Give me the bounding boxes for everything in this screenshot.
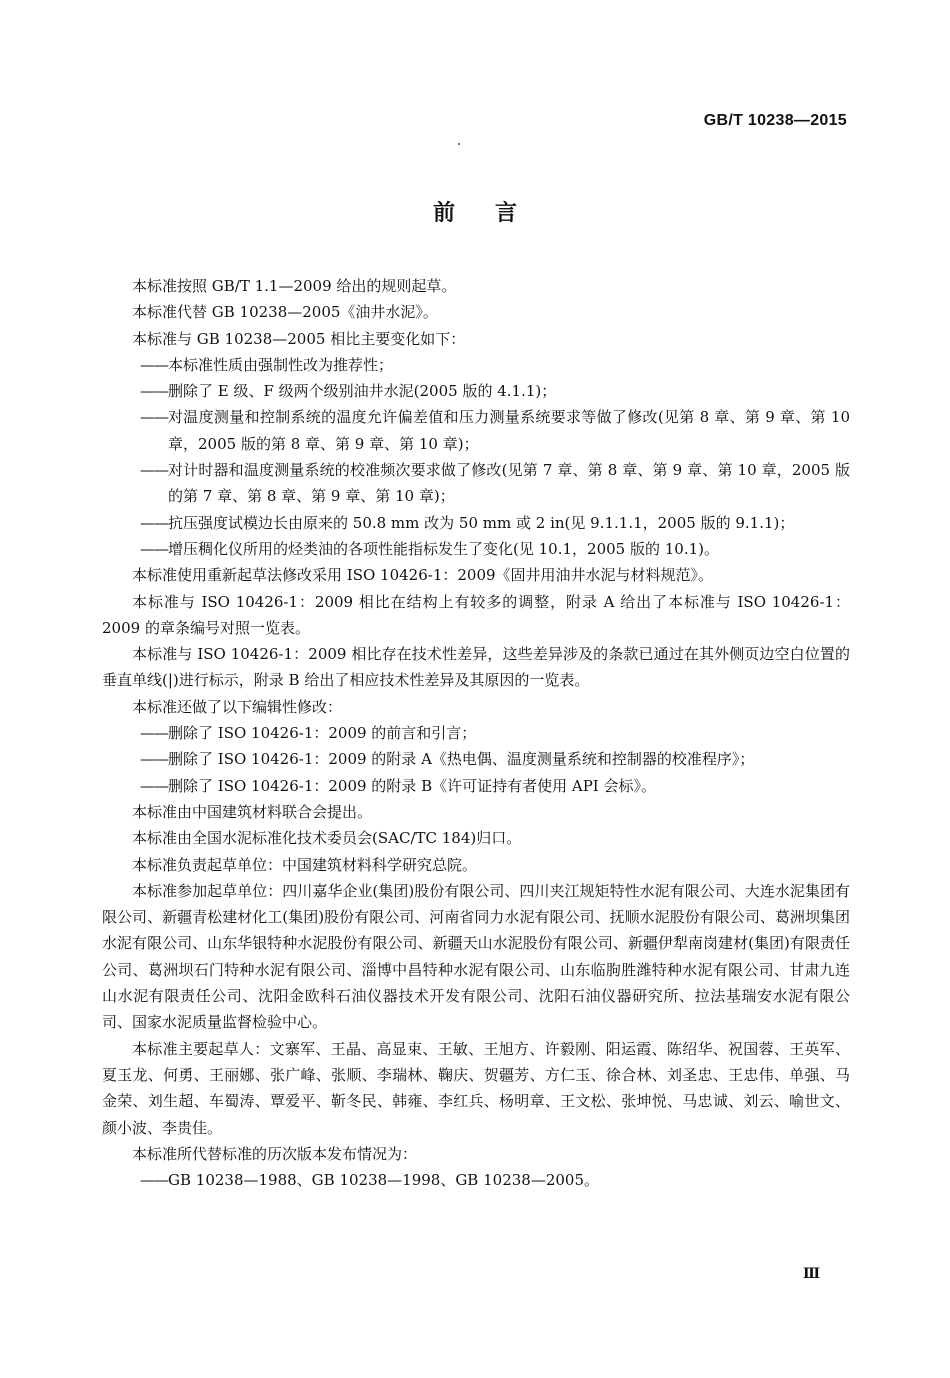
scan-speck [458, 143, 460, 145]
paragraph: 本标准由中国建筑材料联合会提出。 [132, 802, 373, 821]
dash-list-item [102, 773, 850, 799]
dash-bullet: —— [140, 461, 168, 480]
paragraph: 本标准所代替标准的历次版本发布情况为： [132, 1144, 418, 1163]
dash-list-item [102, 536, 850, 562]
dash-bullet: —— [140, 355, 168, 374]
list-item-text: 抗压强度试模边长由原来的 50.8 mm 改为 50 mm 或 2 in(见 9.1.1.1，2005 版的 9.1.1)； [168, 513, 795, 532]
list-item-text: 对计时器和温度测量系统的校准频次要求做了修改(见第 7 章、第 8 章、第 9 章、第 10 章，2005 版的第 7 章、第 8 章、第 9 章、第 10 章)； [168, 461, 850, 506]
paragraph: 本标准按照 GB/T 1.1—2009 给出的规则起草。 [132, 277, 457, 295]
dash-bullet: —— [140, 539, 168, 558]
paragraph: 本标准由全国水泥标准化技术委员会(SAC/TC 184)归口。 [132, 829, 522, 848]
dash-list-item [102, 352, 850, 378]
document-body [102, 273, 850, 1193]
dash-bullet: —— [140, 513, 168, 532]
list-item-text: GB 10238—1988、GB 10238—1998、GB 10238—2005。 [168, 1171, 599, 1190]
page-number: Ⅲ [802, 1266, 820, 1282]
paragraph: 本标准与 GB 10238—2005 相比主要变化如下： [132, 329, 466, 348]
dash-bullet: —— [140, 724, 168, 743]
dash-list-item [102, 378, 850, 404]
dash-bullet: —— [140, 1171, 168, 1190]
page-title: 前言 [432, 201, 557, 226]
dash-bullet: —— [140, 750, 168, 769]
dash-list-item [102, 457, 850, 510]
paragraph: 本标准负责起草单位：中国建筑材料科学研究总院。 [132, 855, 478, 874]
paragraph: 本标准与 ISO 10426-1：2009 相比存在技术性差异，这些差异涉及的条款已通过在其外侧页边空白位置的垂直单线(|)进行标示，附录 B 给出了相应技术性差异及其原因的一览表。 [102, 645, 850, 690]
paragraph: 本标准主要起草人：文寨军、王晶、高显束、王敏、王旭方、许毅刚、阳运霞、陈绍华、祝国蓉、王英军、夏玉龙、何勇、王丽娜、张广峰、张顺、李瑞林、鞠庆、贺疆芳、方仁玉、徐合林、刘圣忠、王忠伟、单强、马金荣、刘生超、车蜀涛、覃爱平、靳冬民、韩雍、李红兵、杨明章、王文松、张坤悦、马忠诚、刘云、喻世文、颜小波、李贵佳。 [102, 1039, 850, 1137]
list-item-text: 删除了 ISO 10426-1：2009 的附录 B《许可证持有者使用 API 会标》。 [168, 776, 656, 795]
paragraph: 本标准与 ISO 10426-1：2009 相比在结构上有较多的调整，附录 A 给出了本标准与 ISO 10426-1：2009 的章条编号对照一览表。 [102, 592, 850, 637]
list-item-text: 本标准性质由强制性改为推荐性； [168, 355, 394, 374]
dash-list-item [102, 404, 850, 457]
dash-list-item [102, 746, 850, 772]
dash-bullet: —— [140, 382, 168, 401]
paragraph: 本标准还做了以下编辑性修改： [132, 697, 343, 716]
dash-bullet: —— [140, 776, 168, 795]
list-item-text: 删除了 ISO 10426-1：2009 的前言和引言； [168, 724, 477, 743]
dash-list-item [102, 720, 850, 746]
dash-list-item [102, 1167, 850, 1193]
paragraph: 本标准使用重新起草法修改采用 ISO 10426-1：2009《固井用油井水泥与材料规范》。 [132, 566, 714, 585]
dash-bullet: —— [140, 408, 168, 427]
paragraph: 本标准参加起草单位：四川嘉华企业(集团)股份有限公司、四川夹江规矩特性水泥有限公司、大连水泥集团有限公司、新疆青松建材化工(集团)股份有限公司、河南省同力水泥有限公司、抚顺水泥股份有限公司、葛洲坝集团水泥有限公司、山东华银特种水泥股份有限公司、新疆天山水泥股份有限公司、新疆伊犁南岗建材(集团)有限责任公司、葛洲坝石门特种水泥有限公司、淄博中昌特种水泥有限公司、山东临朐胜潍特种水泥有限公司、甘肃九连山水泥有限责任公司、沈阳金欧科石油仪器技术开发有限公司、沈阳石油仪器研究所、拉法基瑞安水泥有限公司、国家水泥质量监督检验中心。 [102, 881, 850, 1032]
paragraph: 本标准代替 GB 10238—2005《油井水泥》。 [132, 303, 438, 322]
standard-code: GB/T 10238—2015 [703, 112, 847, 129]
list-item-text: 删除了 ISO 10426-1：2009 的附录 A《热电偶、温度测量系统和控制器的校准程序》； [168, 750, 755, 769]
list-item-text: 删除了 E 级、F 级两个级别油井水泥(2005 版的 4.1.1)； [168, 382, 557, 401]
dash-list-item [102, 510, 850, 536]
list-item-text: 增压稠化仪所用的烃类油的各项性能指标发生了变化(见 10.1，2005 版的 10.1)。 [168, 539, 719, 558]
list-item-text: 对温度测量和控制系统的温度允许偏差值和压力测量系统要求等做了修改(见第 8 章、第 9 章、第 10 章，2005 版的第 8 章、第 9 章、第 10 章)； [168, 408, 850, 453]
